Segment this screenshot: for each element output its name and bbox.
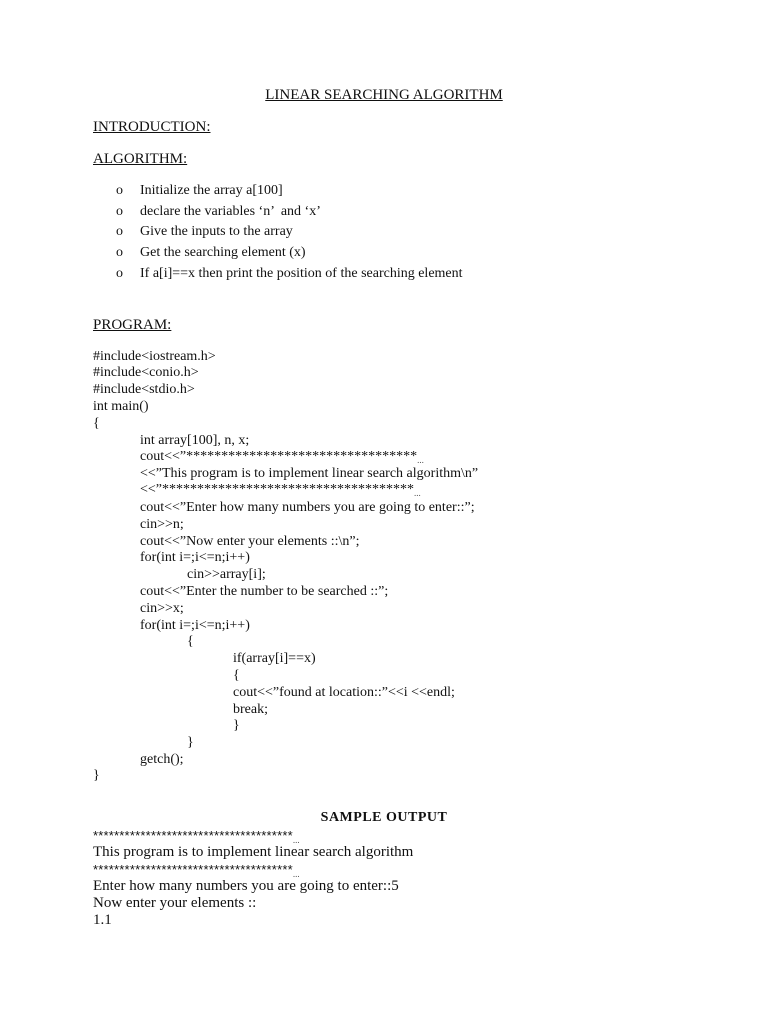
code-line: cin>>x; (140, 601, 184, 616)
code-line (140, 483, 421, 498)
output-line: Now enter your elements :: (93, 895, 257, 911)
output-stars-text: ************************************** (93, 828, 293, 843)
code-line: cout<<”Enter how many numbers you are going to enter::”; (140, 500, 475, 515)
ellipsis-mark: ... (417, 455, 424, 465)
code-line: for(int i=;i<=n;i++) (140, 618, 250, 633)
code-line-text: cout<<”********************************* (140, 449, 418, 464)
ellipsis-mark: ... (414, 488, 421, 498)
bullet-marker: o (116, 183, 123, 198)
code-line: int main() (93, 399, 149, 414)
ellipsis-mark: ... (292, 869, 300, 879)
code-line: cin>>array[i]; (187, 567, 266, 582)
code-line: cout<<”found at location::”<<i <<endl; (233, 685, 455, 700)
ellipsis-mark: ... (292, 835, 300, 845)
introduction-heading: INTRODUCTION: (93, 119, 211, 135)
code-line: } (187, 735, 194, 750)
algorithm-step-text: If a[i]==x then print the position of the searching element (140, 266, 463, 281)
sample-output-heading: SAMPLE OUTPUT (320, 810, 448, 825)
algorithm-step-text: Initialize the array a[100] (140, 183, 283, 198)
code-line: int array[100], n, x; (140, 433, 250, 448)
list-item (116, 266, 463, 323)
code-line: } (93, 768, 100, 783)
code-line: <<”This program is to implement linear search algorithm\n” (140, 466, 479, 481)
code-line: getch(); (140, 752, 184, 767)
code-line: #include<conio.h> (93, 365, 199, 380)
code-line: { (187, 634, 194, 649)
output-stars-text: ************************************** (93, 862, 293, 877)
algorithm-step-text: Get the searching element (x) (140, 245, 306, 260)
output-line: Enter how many numbers you are going to enter::5 (93, 878, 399, 894)
output-line (93, 829, 300, 845)
code-line: cout<<”Now enter your elements ::\n”; (140, 534, 360, 549)
output-line: 1.1 (93, 912, 112, 928)
code-line: { (93, 416, 100, 431)
algorithm-step-text: declare the variables ‘n’ and ‘x’ (140, 204, 321, 219)
code-line: cout<<”Enter the number to be searched ::”; (140, 584, 389, 599)
output-line (93, 863, 300, 879)
bullet-marker: o (116, 266, 123, 281)
bullet-marker: o (116, 224, 123, 239)
program-heading: PROGRAM: (93, 317, 172, 333)
code-line (140, 450, 424, 465)
algorithm-step-text: Give the inputs to the array (140, 224, 293, 239)
document-title: LINEAR SEARCHING ALGORITHM (265, 87, 503, 103)
bullet-marker: o (116, 245, 123, 260)
code-line: } (233, 718, 240, 733)
code-line: #include<iostream.h> (93, 349, 216, 364)
output-line: This program is to implement linear search algorithm (93, 844, 414, 860)
algorithm-heading: ALGORITHM: (93, 151, 188, 167)
code-line: if(array[i]==x) (233, 651, 316, 666)
code-line: #include<stdio.h> (93, 382, 195, 397)
code-line: for(int i=;i<=n;i++) (140, 550, 250, 565)
bullet-marker: o (116, 204, 123, 219)
code-line: cin>>n; (140, 517, 184, 532)
code-line-text: <<”************************************ (140, 482, 415, 497)
code-line: break; (233, 702, 268, 717)
code-line: { (233, 668, 240, 683)
